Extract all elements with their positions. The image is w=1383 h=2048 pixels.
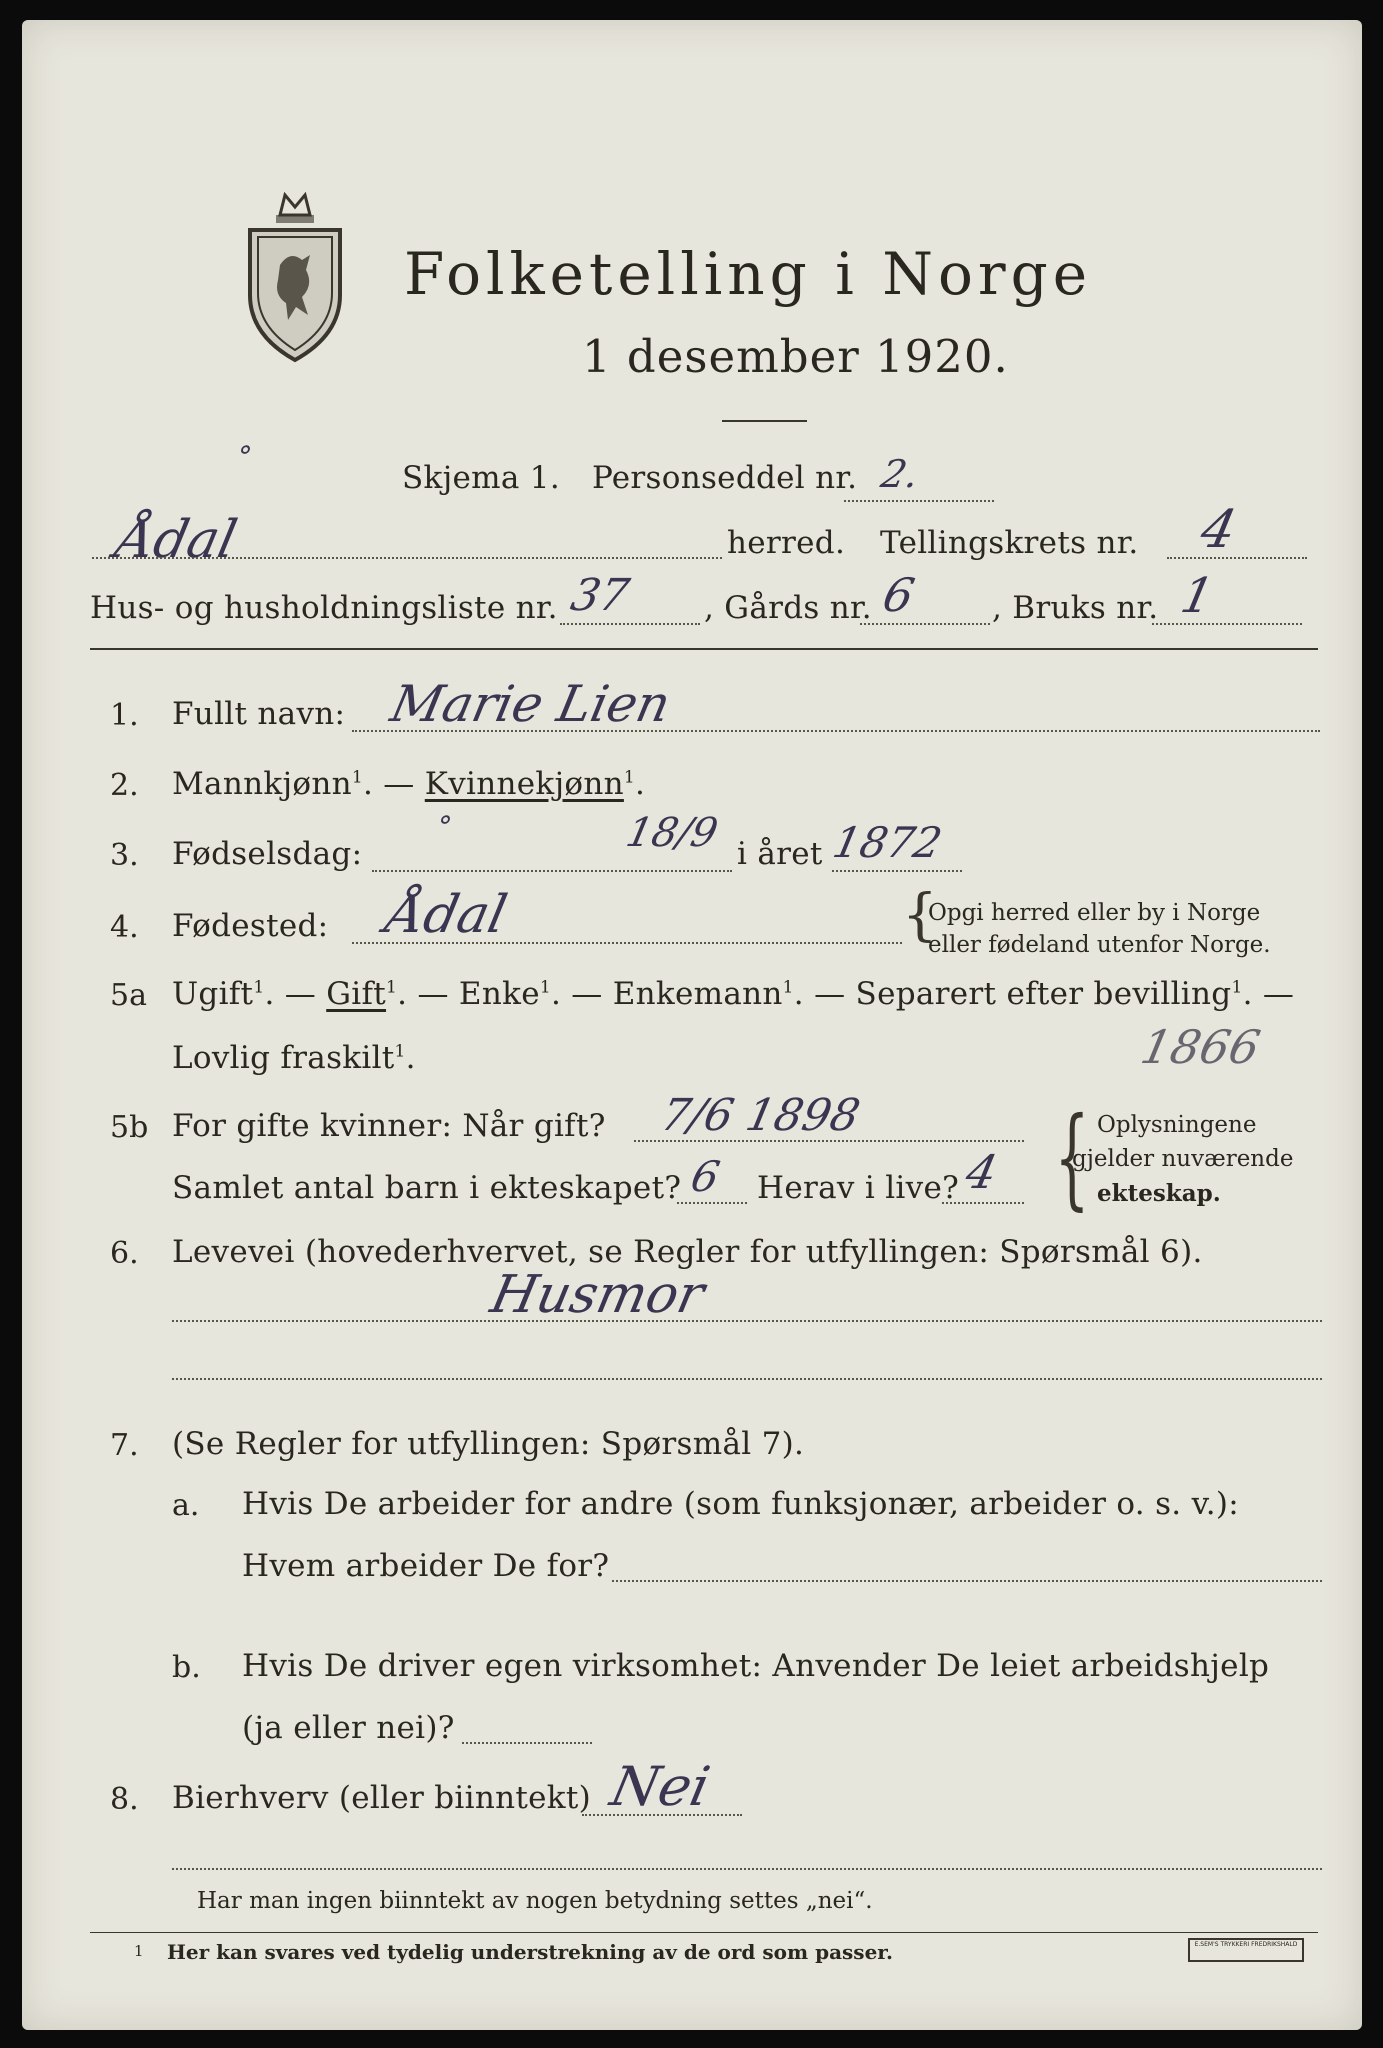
hus-label: Hus- og husholdningsliste nr. [90,590,558,626]
form-title: Folketelling i Norge [404,240,1093,308]
herred-line [92,557,722,559]
q5b-note-3: ekteskap. [1097,1180,1221,1207]
census-form [22,20,1362,2030]
q7-number: 7. [110,1428,139,1463]
q8-number: 8. [110,1782,139,1817]
q5a-line2: Lovlig fraskilt$^1$. [172,1040,416,1076]
q4-number: 4. [110,910,139,945]
q4-brace: { [902,883,938,948]
q5b-label-3: Herav i live? [757,1170,960,1206]
tellingskrets-line [1167,557,1307,559]
personseddel-line [844,500,994,502]
q6-value: Husmor [485,1265,710,1325]
q5b-note-1: Oplysningene [1097,1112,1257,1138]
q5b-brace: { [1054,1093,1090,1221]
header-separator [90,648,1318,650]
hus-value: 37 [566,570,634,621]
printer-stamp: E.SEM'S TRYKKERI FREDRIKSHALD [1188,1938,1304,1962]
hus-line [560,623,700,625]
q1-label: Fullt navn: [172,696,346,732]
q5b-number: 5b [110,1110,149,1145]
form-date: 1 desember 1920. [582,330,1009,383]
q7a-line [612,1580,1322,1582]
q5b-married-value: 7/6 1898 [656,1090,865,1141]
q1-number: 1. [110,698,139,733]
personseddel-label: Personseddel nr. [592,460,858,496]
herred-accent: ° [233,440,255,473]
q5b-alive-value: 4 [961,1145,1003,1199]
q5b-children-value: 6 [686,1152,724,1201]
q8-value: Nei [605,1755,716,1818]
q5b-note-2: gjelder nuværende [1072,1146,1294,1172]
q3-day-month: 18/9 [622,810,722,856]
q4-note-2: eller fødeland utenfor Norge. [928,932,1271,958]
title-divider [722,420,807,422]
q4-label: Fødested: [172,908,329,944]
q4-note-1: Opgi herred eller by i Norge [928,900,1261,926]
personseddel-value: 2. [877,452,923,496]
q5a-married: Gift [326,976,387,1012]
q5a-line1: Ugift$^1$. — Gift$^1$. — Enke$^1$. — Enkemann$^1$. — Separert efter bevilling$^1$. — [172,976,1295,1012]
q5b-alive-line [942,1202,1024,1204]
q7b-line [462,1742,592,1744]
q7b-label-2: (ja eller nei)? [242,1710,455,1746]
q5a-number: 5a [110,978,147,1013]
q6-line-1 [172,1320,1322,1322]
q6-number: 6. [110,1236,139,1271]
q5b-children-line [677,1202,747,1204]
q6-line-2 [172,1378,1322,1380]
q5b-label-1: For gifte kvinner: Når gift? [172,1108,606,1144]
q8-label: Bierhverv (eller biinntekt) [172,1780,592,1816]
herred-value: Ådal [110,510,242,570]
gards-line [860,623,990,625]
q3-year-label: i året [737,836,823,872]
q7b-number: b. [172,1650,201,1685]
q2-male: Mannkjønn [172,766,352,802]
q3-number: 3. [110,838,139,873]
q3-label: Fødselsdag: [172,836,363,872]
footnote-number: 1 [134,1942,144,1960]
q5b-label-2: Samlet antal barn i ekteskapet? [172,1170,682,1206]
q3-line [372,870,732,872]
q4-value: Ådal [380,885,512,945]
bruks-label: , Bruks nr. [992,590,1159,626]
norway-coat-of-arms-icon [240,185,350,365]
schema-label: Skjema 1. [402,460,560,496]
q1-value: Marie Lien [385,675,676,733]
q6-label: Levevei (hovederhvervet, se Regler for utfyllingen: Spørsmål 6). [172,1234,1203,1270]
q2-female: Kvinnekjønn [424,766,624,802]
q7b-label: Hvis De driver egen virksomhet: Anvender De leiet arbeidshjelp [242,1648,1270,1684]
footer-note: Har man ingen biinntekt av nogen betydning settes „nei“. [197,1888,873,1914]
q3-year-value: 1872 [828,818,947,867]
q7-label: (Se Regler for utfyllingen: Spørsmål 7). [172,1426,805,1462]
q2-text: Mannkjønn$^1$. — Kvinnekjønn$^1$. [172,766,646,802]
footnote-text: Her kan svares ved tydelig understrekning av de ord som passer. [167,1940,893,1964]
bruks-line [1152,623,1302,625]
q7a-label-2: Hvem arbeider De for? [242,1548,610,1584]
q7a-number: a. [172,1488,200,1523]
tellingskrets-value: 4 [1195,500,1242,560]
q8-line-2 [172,1868,1322,1870]
q7a-label: Hvis De arbeider for andre (som funksjonær, arbeider o. s. v.): [242,1486,1240,1522]
q2-number: 2. [110,768,139,803]
q5a-margin-note: 1866 [1136,1020,1265,1074]
herred-label: herred. [727,525,846,561]
q3-year-line [832,870,962,872]
gards-label: , Gårds nr. [704,590,872,626]
footer-separator [90,1932,1318,1933]
tellingskrets-label: Tellingskrets nr. [880,525,1139,561]
gards-value: 6 [878,568,920,622]
q3-day-mark: ° [433,810,455,843]
bruks-value: 1 [1176,568,1219,624]
